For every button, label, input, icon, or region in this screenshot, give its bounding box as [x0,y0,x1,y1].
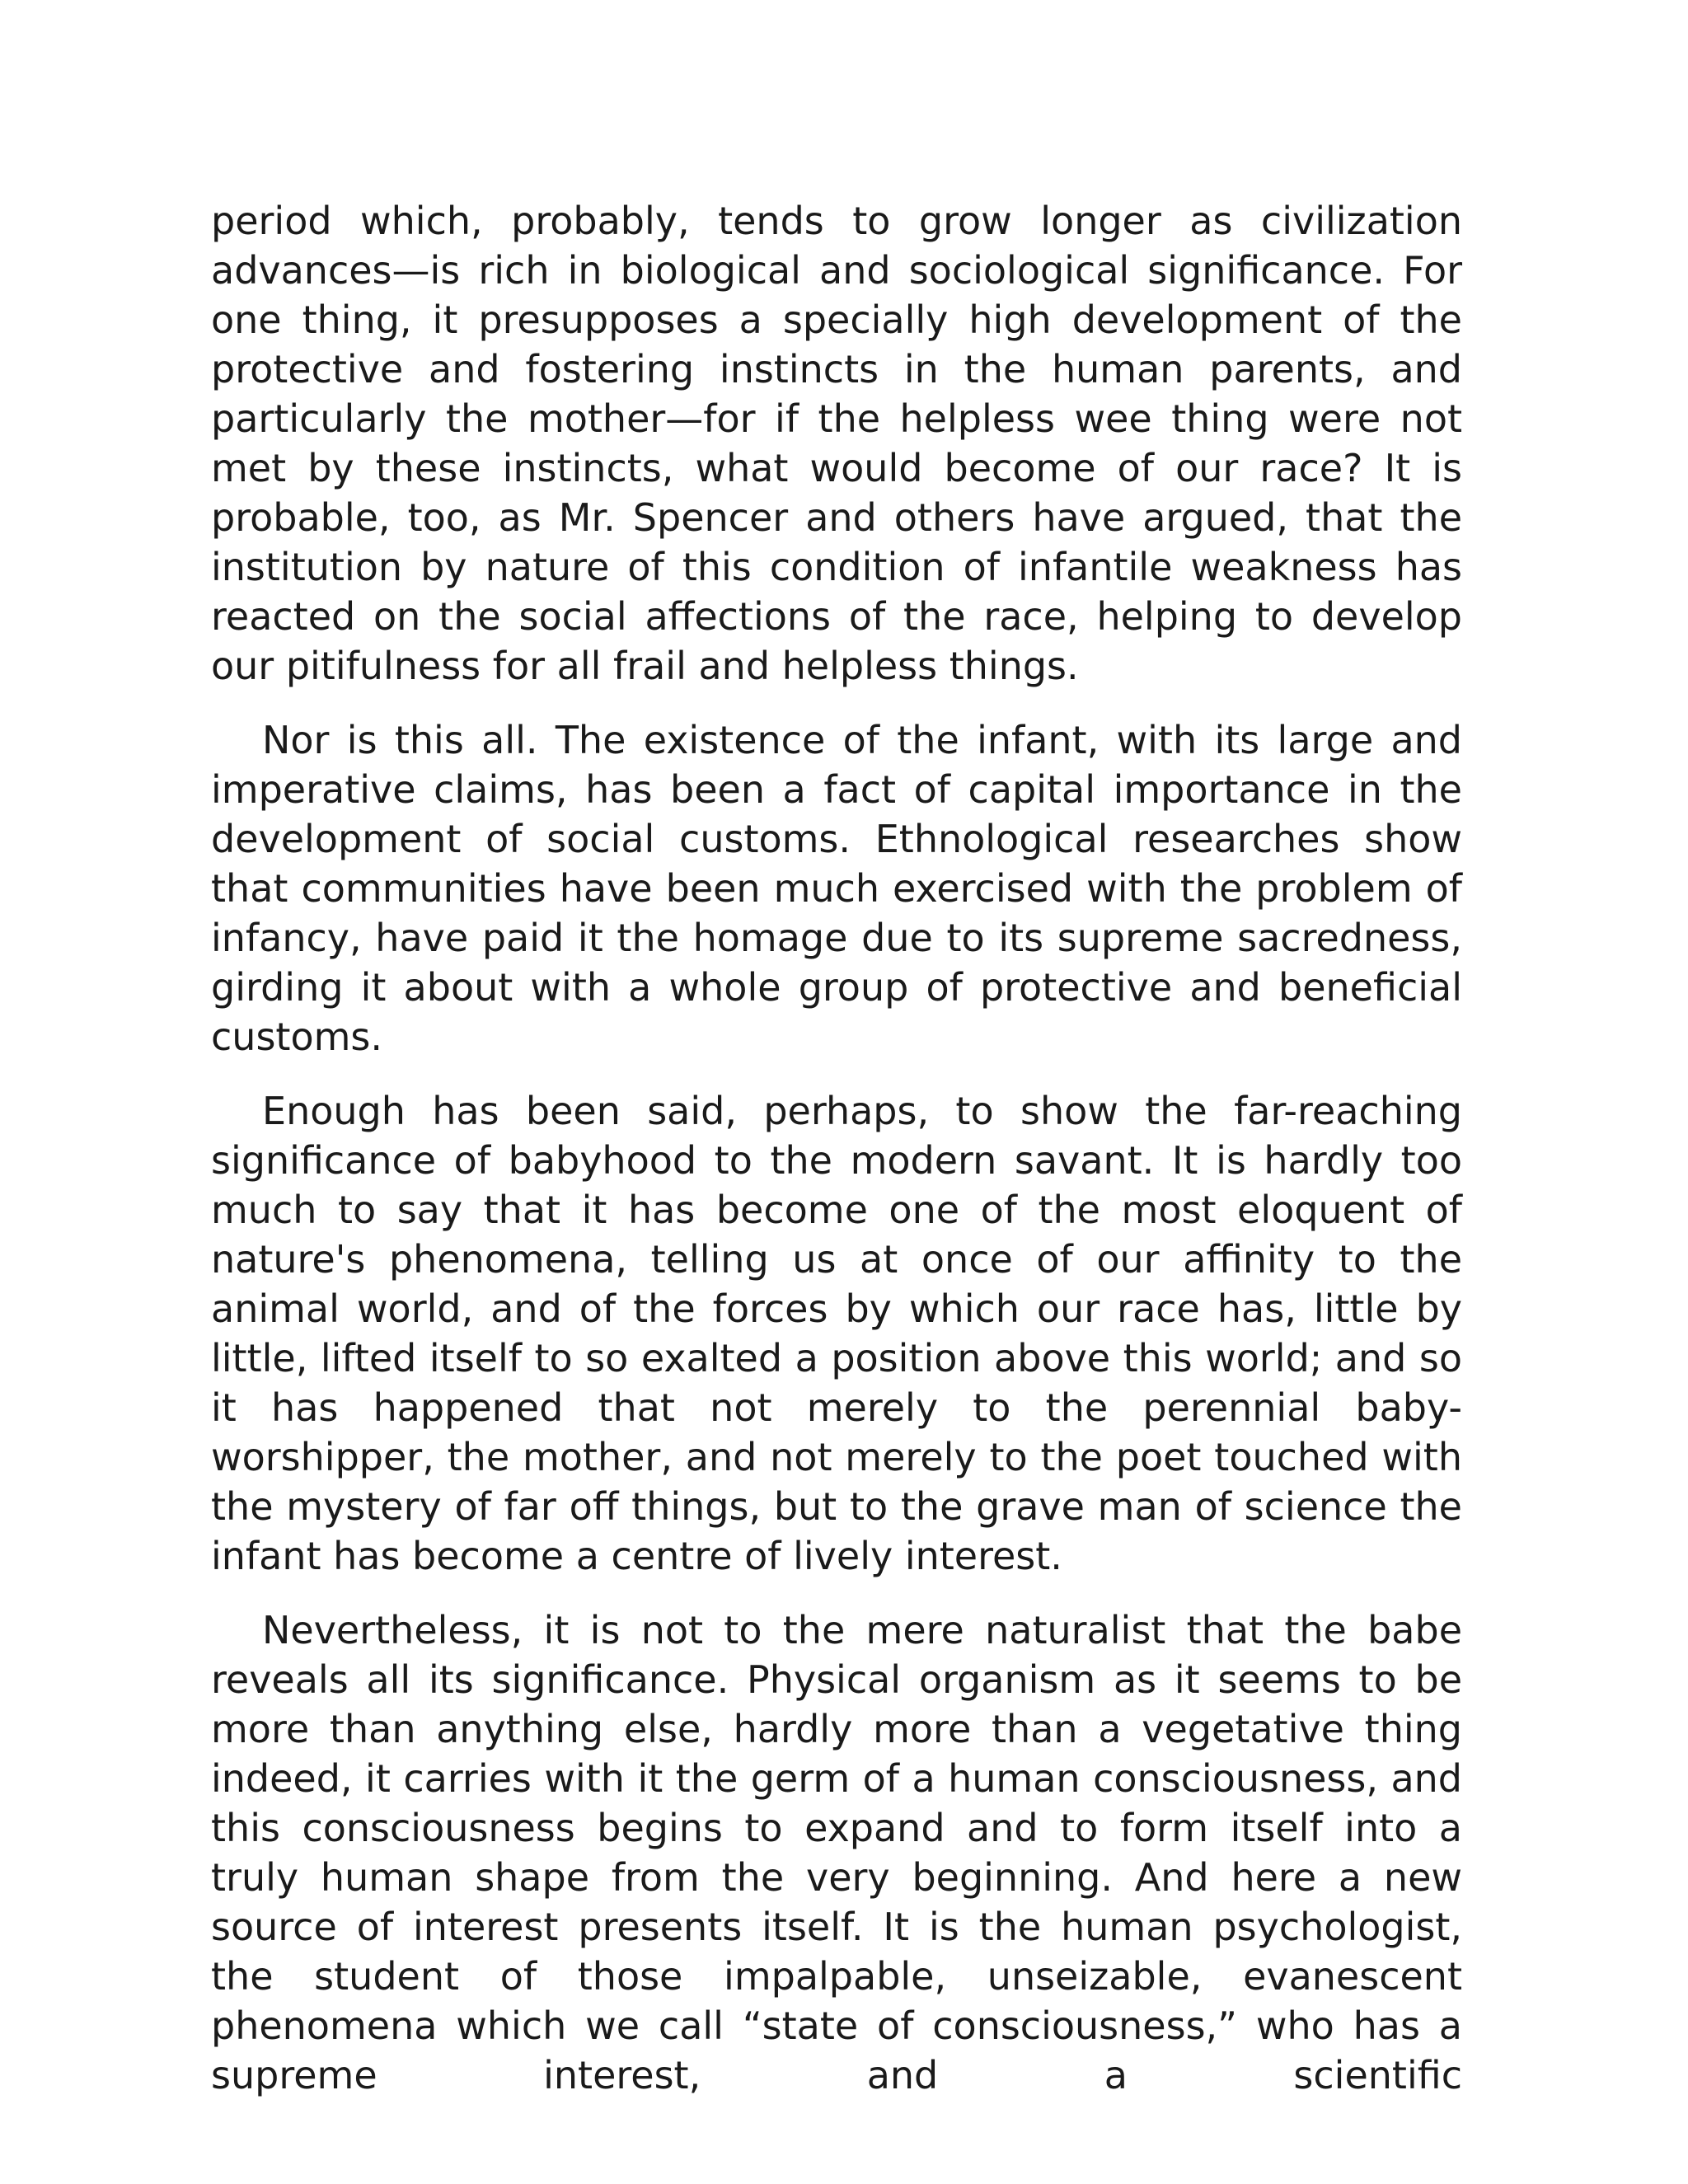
paragraph-2: Nor is this all. The existence of the infant, with its large and imperative claims, has been a fact of capital importance in the development of social customs. Ethnological researches show that communities have been much exercised with the problem of infancy, have paid it the homage due to its supreme sacredness, girding it about with a whole group of protective and beneficial customs. [211,718,1462,1059]
document-page [211,196,1462,2125]
paragraph-1: period which, probably, tends to grow longer as civilization advances—is rich in biological and sociological significance. For one thing, it presupposes a specially high development of the protective and fostering instincts in the human parents, and particularly the mother—for if the helpless wee thing were not met by these instincts, what would become of our race? It is probable, too, as Mr. Spencer and others have argued, that the institution by nature of this condition of infantile weakness has reacted on the social affections of the race, helping to develop our pitifulness for all frail and helpless things. [211,199,1462,688]
paragraph-3: Enough has been said, perhaps, to show the far-reaching significance of babyhood to the modern savant. It is hardly too much to say that it has become one of the most eloquent of nature's phenomena, telling us at once of our affinity to the animal world, and of the forces by which our race has, little by little, lifted itself to so exalted a position above this world; and so it has happened that not merely to the perennial baby-worshipper, the mother, and not merely to the poet touched with the mystery of far off things, but to the grave man of science the infant has become a centre of lively interest. [211,1089,1462,1578]
paragraph-4: Nevertheless, it is not to the mere naturalist that the babe reveals all its significance. Physical organism as it seems to be more than anything else, hardly more than a vegetative thing indeed, it carries with it the germ of a human consciousness, and this consciousness begins to expand and to form itself into a truly human shape from the very beginning. And here a new source of interest presents itself. It is the human psychologist, the student of those impalpable, unseizable, evanescent phenomena which we call “state of consciousness,” who has a supreme interest, and a scientific [211,1608,1462,2097]
